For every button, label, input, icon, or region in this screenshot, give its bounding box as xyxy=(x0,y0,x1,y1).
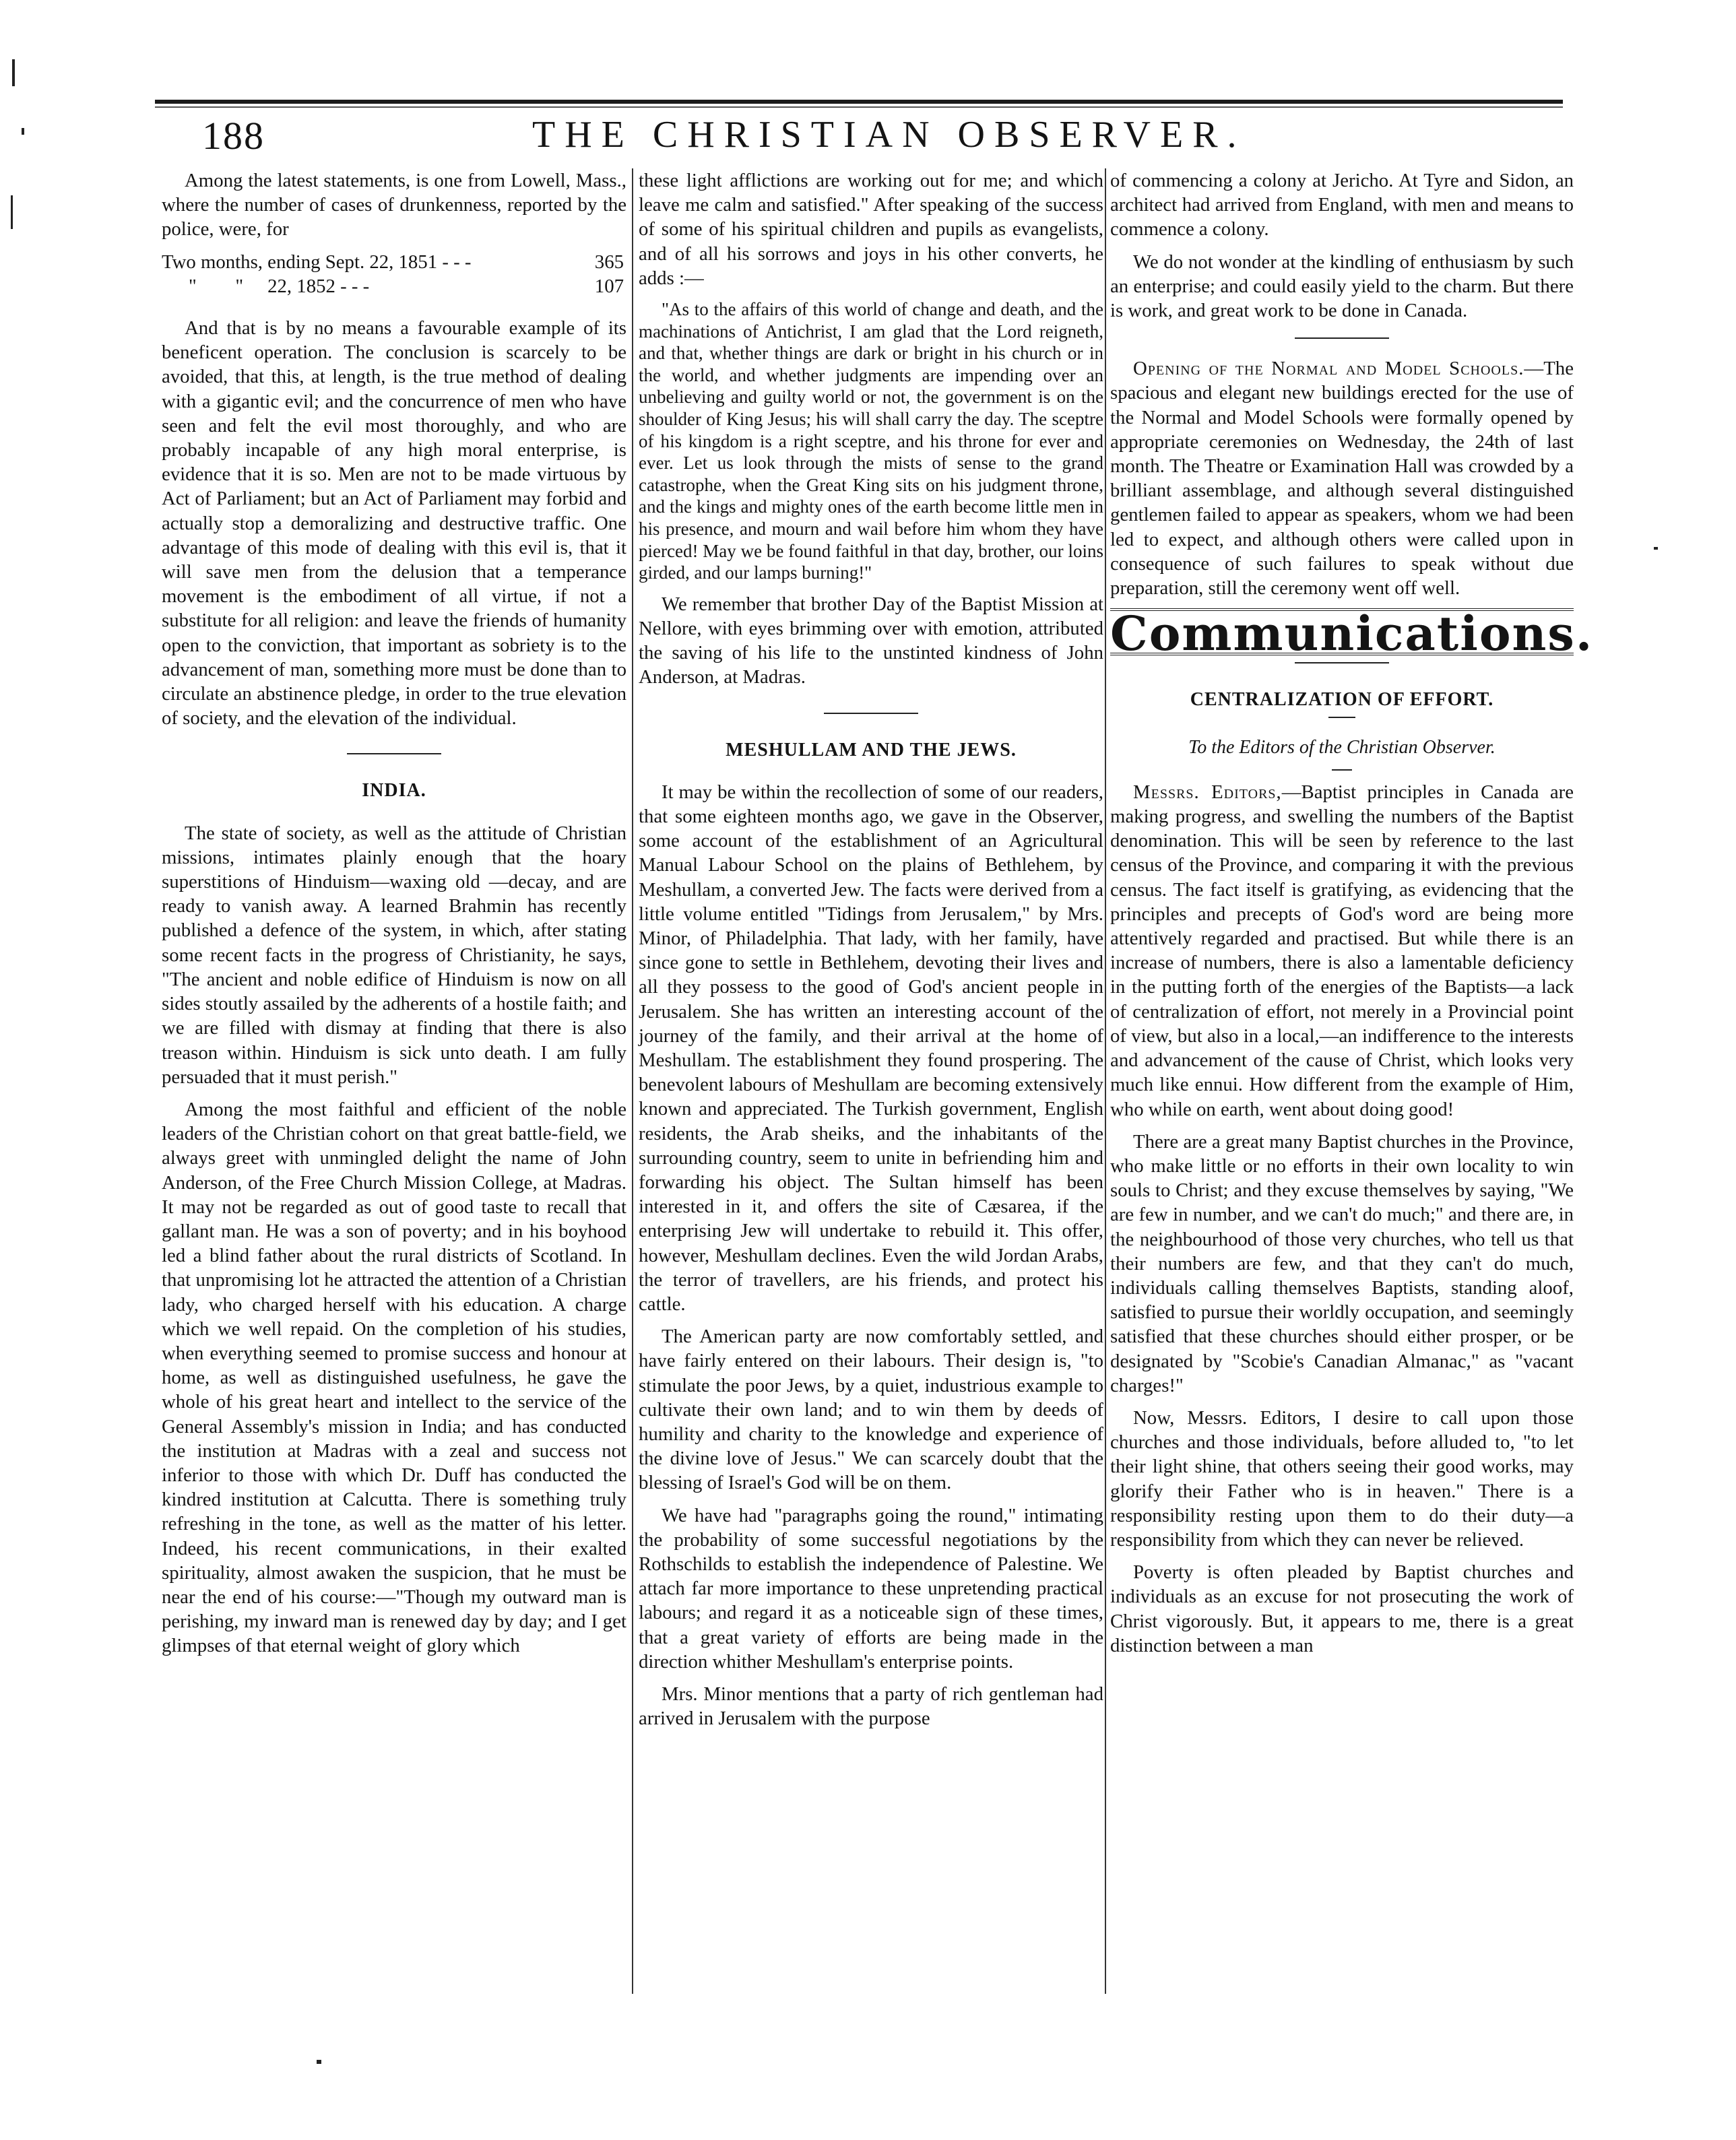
column-right xyxy=(1110,168,1594,1666)
page-number: 188 xyxy=(202,114,265,158)
run-in-heading: Opening of the Normal and Model Schools. xyxy=(1133,358,1524,380)
column-left xyxy=(162,168,626,1666)
section-divider xyxy=(1295,337,1389,339)
article-paragraph: of commencing a colony at Jericho. At Tyre and Sidon, an architect had arrived from England, with men and means to commence a colony. xyxy=(1110,170,1574,240)
statistic-label: Two months, ending Sept. 22, 1851 - - - xyxy=(162,251,472,273)
article-paragraph-letter xyxy=(1110,780,1574,1122)
statistic-row xyxy=(162,250,626,274)
letter-address: To the Editors of the Christian Observer. xyxy=(1188,736,1496,758)
article-paragraph: Among the latest statements, is one from Lowell, Mass., where the number of cases of drunkenness, reported by the police, were, for xyxy=(162,170,626,240)
margin-speck xyxy=(1654,547,1658,550)
margin-speck xyxy=(22,128,24,135)
section-heading-meshullam: MESHULLAM AND THE JEWS. xyxy=(639,713,1103,763)
statistic-value: 365 xyxy=(594,251,624,273)
statistic-value: 107 xyxy=(594,275,624,297)
article-paragraph: these light afflictions are working out for me; and which leave me calm and satisfied." After speaking of the success of some of his spiritual children and pupils as evangelists, and of all his sorrows and joys in his other converts, he adds :— xyxy=(639,170,1103,289)
column-rule xyxy=(1105,168,1106,1994)
article-paragraph: Among the most faithful and efficient of the noble leaders of the Christian cohort on that great battle-field, we always greet with unmingled delight the name of John Anderson, of the Free Church Mission College, at Madras. It may not be regarded as out of good taste to recall that gallant man. He was a son of poverty; and in his boyhood led a blind father about the rural districts of Scotland. In that unpromising lot he attracted the attention of a Christian lady, who charged herself with his education. A charge which we well repaid. On the completion of his studies, when everything seemed to promise success and honour at home, as well as distinguished usefulness, he gave the whole of his great heart and intellect to the service of the General Assembly's mission in India; and has conducted the institution at Madras with a zeal and success not inferior to those with which Dr. Duff has conducted the kindred institution at Calcutta. There is something truly refreshing in the tone, as well as the matter of his letter. Indeed, his recent communications, in their exalted spirituality, almost awaken the suspicion, that he must be near the end of his course:—"Though my outward man is perishing, my inward man is renewed day by day; and I get glimpses of that eternal weight of glory which xyxy=(162,1098,626,1657)
article-paragraph: And that is by no means a favourable example of its beneficent operation. The conclusion is scarcely to be avoided, that this, at length, is the true method of dealing with a gigantic evil; and the concurrence of men who have seen and felt the evil most thoroughly, and who are probably incapable of any high moral enterprise, is evidence that it is so. Men are not to be made virtuous by Act of Parliament; but an Act of Parliament may forbid and actually stop a demoralizing and destructive traffic. One advantage of this mode of dealing with this evil is, that it will save men from the delusion that a temperance movement is the embodiment of all virtue, if not a substitute for all religion: and leave the friends of humanity open to the conviction, that important as sobriety is to the advancement of man, something more must be done than to circulate an abstinence pledge, in order to the true elevation of society, and the elevation of the individual. xyxy=(162,317,626,729)
masthead-title: THE CHRISTIAN OBSERVER. xyxy=(532,114,1246,156)
paragraph-text: —The spacious and elegant new buildings erected for the use of the Normal and Model Schools were formally opened by appropriate ceremonies on Wednesday, the 24th of last month. The Theatre or Examination Hall was crowded by a brilliant assemblage, and although several distinguished gentlemen failed to appear as speakers, whom we had been led to expect, and although others were called upon in consequence of such failures to speak without due preparation, still the ceremony went off well. xyxy=(1110,358,1574,599)
article-paragraph: Mrs. Minor mentions that a party of rich gentleman had arrived in Jerusalem with the purpose xyxy=(639,1683,1103,1730)
section-heading-india: INDIA. xyxy=(162,753,626,803)
section-heading-centralization: CENTRALIZATION OF EFFORT. xyxy=(1110,662,1574,717)
header-rule xyxy=(155,100,1563,104)
article-paragraph: The state of society, as well as the attitude of Christian missions, intimates plainly enough that the hoary superstitions of Hinduism—waxing old —decay, and are ready to vanish away. A learned Brahmin has recently published a defence of the system, in which, after stating some recent facts in the progress of Christianity, he says, "The ancient and noble edifice of Hinduism is now on all sides stoutly assailed by the adherents of a hostile faith; and we are filled with dismay at finding that there is also treason within. Hinduism is sick unto death. I am fully persuaded that it must perish." xyxy=(162,822,626,1088)
header-rule-thin xyxy=(155,106,1563,108)
paragraph-text: —Baptist principles in Canada are making progress, and swelling the numbers of the Baptist denomination. This will be seen by reference to the last census of the Province, and comparing it with the previous census. The fact itself is gratifying, as evidencing that the principles and precepts of God's word are being more attentively regarded and practised. But while there is an increase of numbers, there is also a lamentable deficiency in the putting forth of the energies of the Baptists—a lack of centralization of effort, not merely in a Provincial point of view, but also in a local,—an indifference to the interests and advancement of the cause of Christ, which looks very much like ennui. How different from the example of Him, who while on earth, went about doing good! xyxy=(1110,781,1574,1120)
article-paragraph: It may be within the recollection of some of our readers, that some eighteen months ago, we gave in the Observer, some account of the establishment of an Agricultural Manual Labour School on the plains of Bethlehem, by Meshullam, a converted Jew. The facts were derived from a little volume entitled "Tidings from Jerusalem," by Mrs. Minor, of Philadelphia. That lady, with her family, have since gone to settle in Bethlehem, devoting their lives and all they possess to the good of God's ancient people in Jerusalem. She has written an interesting account of the journey of the family, and their arrival at the home of Meshullam. The establishment they found prospering. The benevolent labours of Meshullam are becoming extensively known and appreciated. The Turkish government, English residents, the Arab sheiks, and the inhabitants of the surrounding country, seem to unite in befriending him and forwarding his object. The Sultan himself has been interested in it, and offers the site of Cæsarea, if the enterprising Jew will undertake to rebuild it. This offer, however, Meshullam declines. Even the wild Jordan Arabs, the terror of travellers, are his friends, and protect his cattle. xyxy=(639,781,1103,1316)
communications-banner: Communications. xyxy=(1110,606,1594,662)
article-paragraph: The American party are now comfortably settled, and have fairly entered on their labours. Their design is, "to stimulate the poor Jews, by a quiet, industrious example to cultivate their own land; and to win them by deeds of humility and charity to the knowledge and experience of the divine love of Jesus." We can scarcely doubt that the blessing of Israel's God will be on them. xyxy=(639,1326,1103,1494)
margin-speck xyxy=(11,195,13,229)
article-paragraph-normal-schools xyxy=(1110,356,1574,600)
column-rule xyxy=(632,168,633,1994)
salutation: Messrs. Editors, xyxy=(1133,781,1282,803)
article-paragraph: Now, Messrs. Editors, I desire to call upon those churches and those individuals, before alluded to, "to let their light shine, that others seeing their good works, may glorify their Father who is in heaven." There is a responsibility resting upon them to do their duty—a responsibility from which they can never be relieved. xyxy=(1110,1406,1574,1551)
article-paragraph: We do not wonder at the kindling of enthusiasm by such an enterprise; and could easily yield to the charm. But there is work, and great work to be done in Canada. xyxy=(1110,251,1574,322)
margin-speck xyxy=(317,2060,321,2064)
article-paragraph: We have had "paragraphs going the round," intimating the probability of some successful negotiations by the Rothschilds to establish the independence of Palestine. We attach far more importance to these unpretending practical labours; and regard it as a noticeable sign of these times, that a great variety of efforts are being made in the direction whither Meshullam's enterprise points. xyxy=(639,1504,1103,1673)
block-quote: "As to the affairs of this world of change and death, and the machinations of Antichrist, I am glad that the Lord reigneth, and that, whether things are dark or bright in his church or in the world, and whether judgments are impending over an unbelieving and guilty world or not, the government is on the shoulder of King Jesus; his will shall carry the day. The sceptre of his kingdom is a right sceptre, and his throne for ever and ever. Let us look through the mists of sense to the grand catastrophe, when the Great King sits on his judgment throne, and the kings and mighty ones of the earth become little men in his presence, and mourn and wail before him whom they have pierced! May we be found faithful in that day, brother, our loins girded, and our lamps burning!" xyxy=(639,299,1103,583)
statistic-label: " " 22, 1852 - - - xyxy=(189,275,370,297)
article-paragraph: We remember that brother Day of the Baptist Mission at Nellore, with eyes brimming over with emotion, attributed the saving of his life to the unstinted kindness of John Anderson, at Madras. xyxy=(639,593,1103,688)
address-dash xyxy=(1332,769,1352,771)
statistic-row xyxy=(162,274,626,298)
margin-speck xyxy=(12,59,15,86)
article-paragraph: Poverty is often pleaded by Baptist churches and individuals as an excuse for not prosecuting the work of Christ vigorously. But, it appears to me, there is a great distinction between a man xyxy=(1110,1561,1574,1656)
column-middle xyxy=(639,168,1103,1739)
article-paragraph: There are a great many Baptist churches in the Province, who make little or no efforts in their own locality to win souls to Christ; and they excuse themselves by saying, "We are few in number, and we can't do much;" and there are, in the neighbourhood of those very churches, who tell us that their numbers are few, and that they can't do much, individuals calling themselves Baptists, standing aloof, satisfied to pursue their worldly occupation, and seemingly satisfied that these churches should either prosper, or be designated by "Scobie's Canadian Almanac," as "vacant charges!" xyxy=(1110,1130,1574,1396)
